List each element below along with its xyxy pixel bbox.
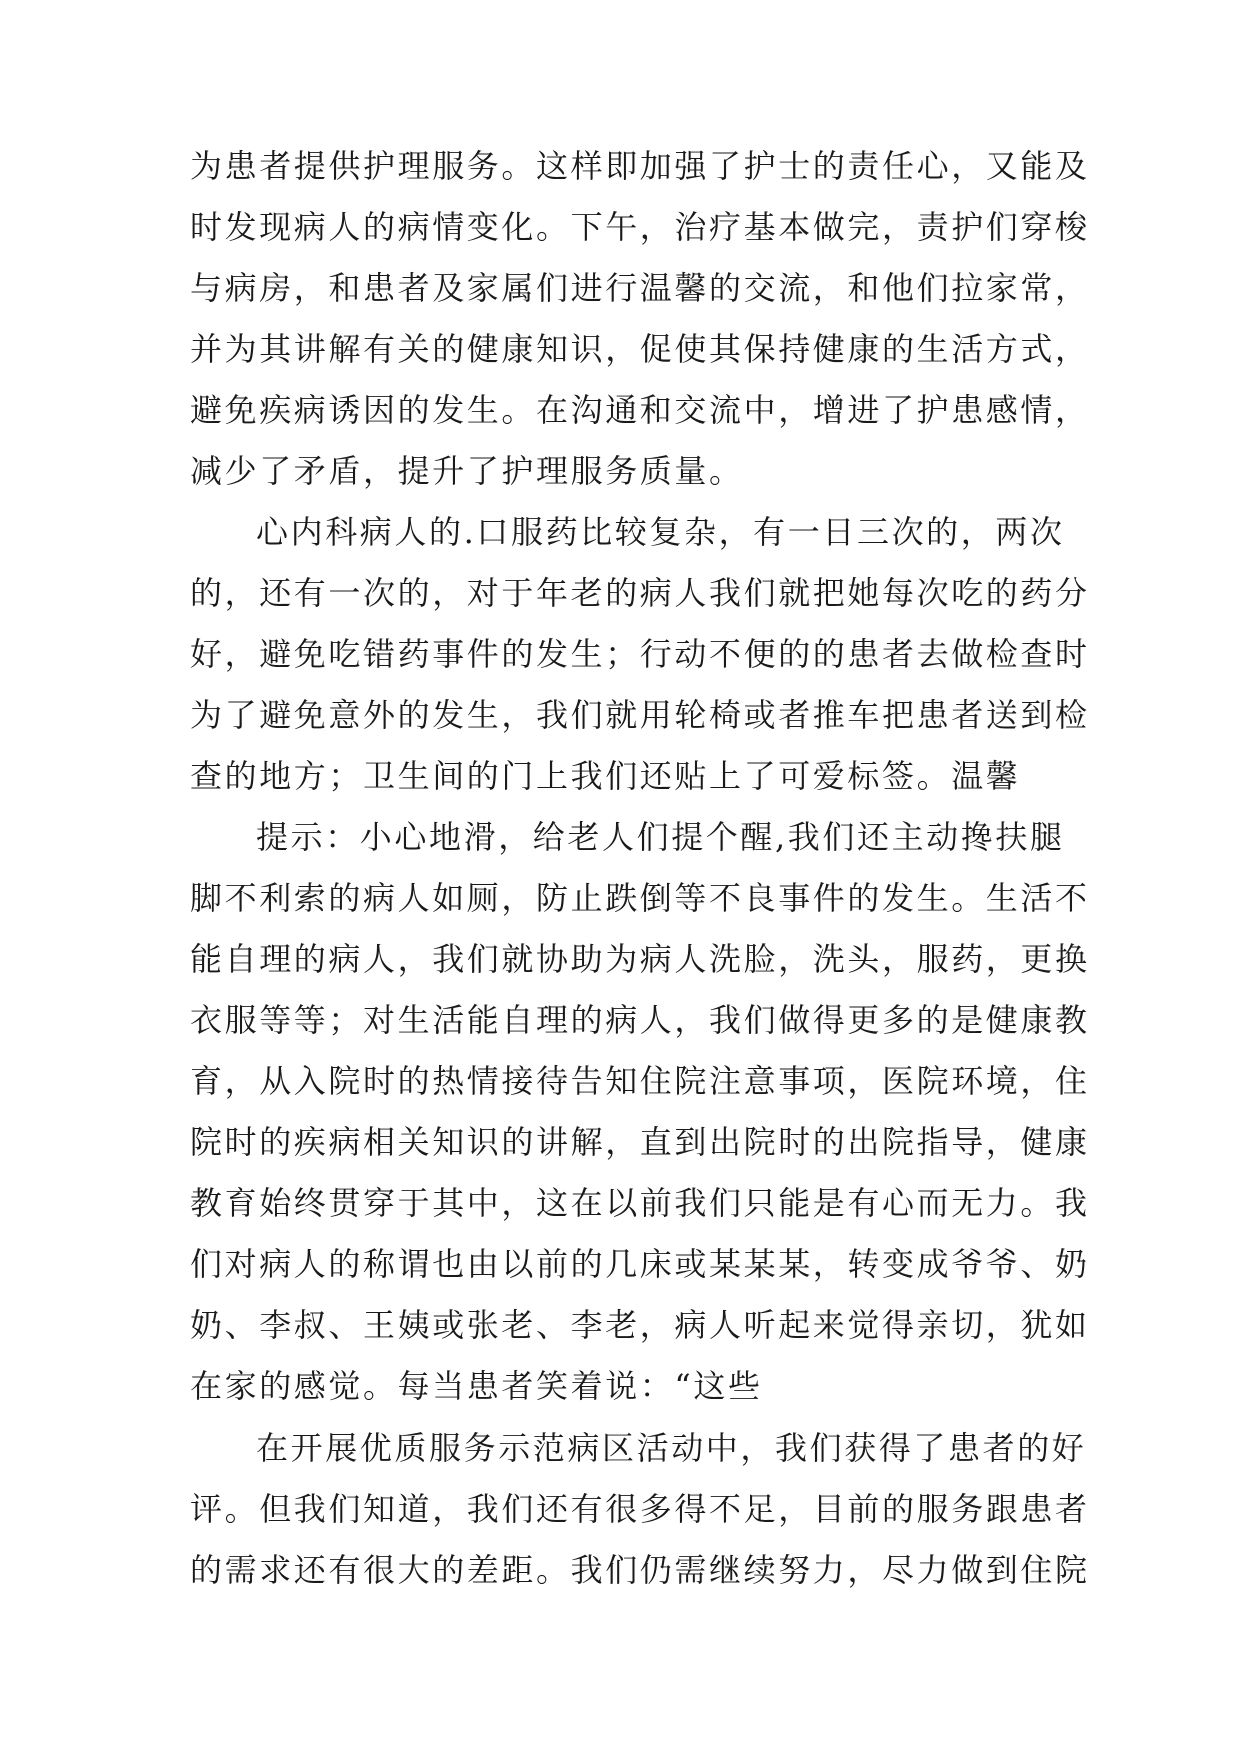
paragraph-line: 院时的疾病相关知识的讲解，直到出院时的出院指导，健康 — [190, 1123, 1090, 1161]
paragraph-line: 育，从入院时的热情接待告知住院注意事项，医院环境，住 — [190, 1062, 1090, 1100]
paragraph-line: 在开展优质服务示范病区活动中，我们获得了患者的好 — [256, 1429, 1087, 1467]
paragraph-line: 时发现病人的病情变化。下午，治疗基本做完，责护们穿梭 — [190, 208, 1090, 246]
paragraph-line: 在家的感觉。每当患者笑着说：“这些 — [190, 1367, 763, 1405]
paragraph-1 — [190, 136, 1090, 502]
paragraph-line: 的需求还有很大的差距。我们仍需继续努力，尽力做到住院 — [190, 1551, 1090, 1589]
paragraph-2 — [190, 502, 1090, 807]
paragraph-line: 们对病人的称谓也由以前的几床或某某某，转变成爷爷、奶 — [190, 1245, 1090, 1283]
paragraph-line: 并为其讲解有关的健康知识，促使其保持健康的生活方式， — [190, 330, 1090, 368]
paragraph-line: 心内科病人的.口服药比较复杂，有一日三次的，两次 — [256, 513, 1065, 551]
paragraph-line: 评。但我们知道，我们还有很多得不足，目前的服务跟患者 — [190, 1490, 1090, 1528]
paragraph-4 — [190, 1418, 1090, 1601]
paragraph-line: 避免疾病诱因的发生。在沟通和交流中，增进了护患感情， — [190, 391, 1090, 429]
paragraph-3 — [190, 807, 1090, 1417]
paragraph-line: 与病房，和患者及家属们进行温馨的交流，和他们拉家常， — [190, 269, 1090, 307]
paragraph-line: 教育始终贯穿于其中，这在以前我们只能是有心而无力。我 — [190, 1184, 1090, 1222]
paragraph-line: 能自理的病人，我们就协助为病人洗脸，洗头，服药，更换 — [190, 940, 1090, 978]
paragraph-line: 脚不利索的病人如厕，防止跌倒等不良事件的发生。生活不 — [190, 879, 1090, 917]
paragraph-line: 好，避免吃错药事件的发生；行动不便的的患者去做检查时 — [190, 635, 1090, 673]
paragraph-line: 为患者提供护理服务。这样即加强了护士的责任心，又能及 — [190, 147, 1090, 185]
paragraph-line: 奶、李叔、王姨或张老、李老，病人听起来觉得亲切，犹如 — [190, 1306, 1090, 1344]
paragraph-line: 查的地方；卫生间的门上我们还贴上了可爱标签。温馨 — [190, 757, 1021, 795]
paragraph-line: 为了避免意外的发生，我们就用轮椅或者推车把患者送到检 — [190, 696, 1090, 734]
paragraph-line: 衣服等等；对生活能自理的病人，我们做得更多的是健康教 — [190, 1001, 1090, 1039]
paragraph-line: 减少了矛盾，提升了护理服务质量。 — [190, 452, 744, 490]
paragraph-line: 的，还有一次的，对于年老的病人我们就把她每次吃的药分 — [190, 574, 1090, 612]
paragraph-line: 提示：小心地滑，给老人们提个醒,我们还主动搀扶腿 — [256, 818, 1065, 856]
